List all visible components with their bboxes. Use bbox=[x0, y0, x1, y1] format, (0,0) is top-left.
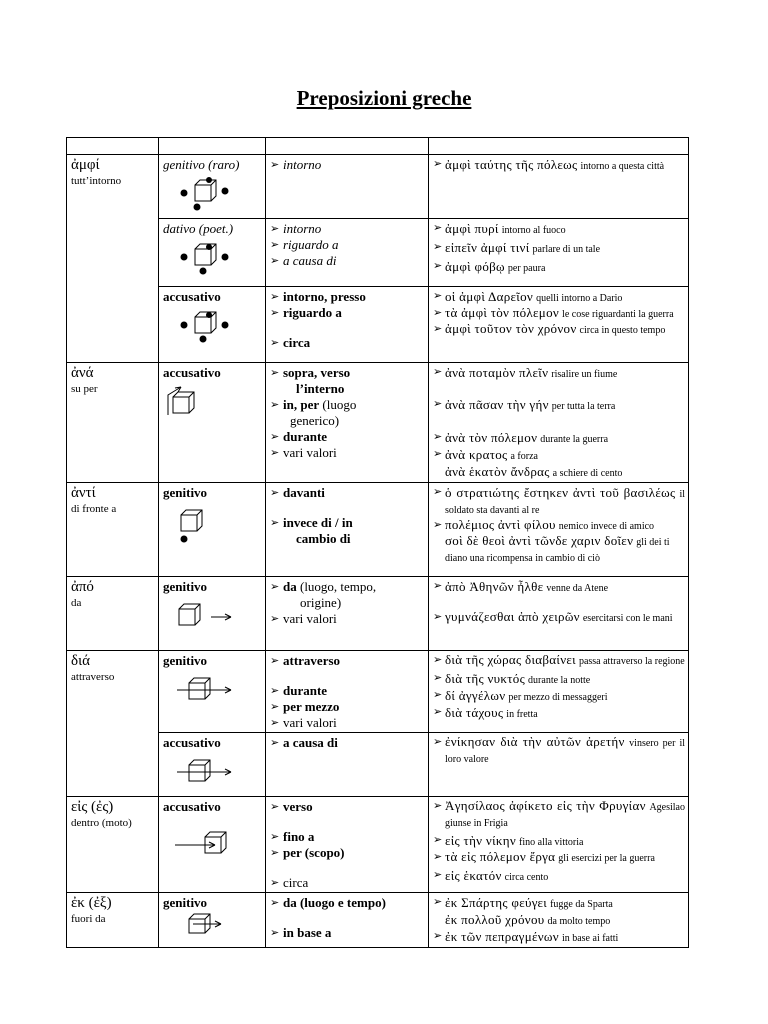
meaning: ➢ a causa di bbox=[270, 735, 425, 751]
meaning: ➢ intorno, presso bbox=[270, 289, 425, 305]
meaning: cambio di bbox=[296, 531, 351, 546]
example: ➢ τὰ εἰς πόλεμον ἔργα gli esercizi per la guerra bbox=[433, 850, 685, 866]
example: ➢ γυμνάζεσθαι ἀπὸ χειρῶν esercitarsi con le mani bbox=[433, 610, 685, 626]
meaning: ➢ vari valori bbox=[270, 611, 425, 627]
meaning: ➢ davanti bbox=[270, 485, 425, 501]
example: ➢ ἐνίκησαν διὰ τὴν αὐτῶν ἀρετήν vinsero per il loro valore bbox=[433, 735, 685, 767]
meaning: ➢ da (luogo e tempo) bbox=[270, 895, 425, 911]
example: ➢ ἐκ Σπάρτης φεύγει fugge da Sparta bbox=[433, 895, 685, 912]
example: ➢ πολέμιος ἀντὶ φίλου nemico invece di amico bbox=[433, 518, 685, 534]
arrow-out-of-cube-icon bbox=[175, 912, 255, 936]
meaning: ➢ intorno bbox=[270, 157, 425, 173]
meaning-cell bbox=[266, 893, 429, 948]
example-cell bbox=[429, 483, 689, 577]
case-cell bbox=[159, 797, 266, 893]
preposition: ἀμφί bbox=[71, 157, 100, 173]
meaning: ➢ fino a bbox=[270, 829, 425, 845]
preposition-cell bbox=[67, 483, 159, 577]
case-cell bbox=[159, 733, 266, 797]
header-cell bbox=[67, 138, 159, 155]
header-row bbox=[67, 138, 689, 155]
example: ➢ ἀνὰ τὸν πόλεμον durante la guerra bbox=[433, 430, 685, 447]
example-cell bbox=[429, 219, 689, 287]
case-cell bbox=[159, 219, 266, 287]
translation: dentro (moto) bbox=[71, 817, 132, 829]
meaning: ➢ in base a bbox=[270, 925, 425, 941]
preposition: ἀνά bbox=[71, 365, 94, 381]
meaning: ➢ a causa di bbox=[270, 253, 425, 269]
case-label: genitivo bbox=[163, 653, 208, 668]
table-row bbox=[67, 577, 689, 651]
prepositions-table bbox=[66, 137, 689, 948]
case-label: dativo (poet.) bbox=[163, 221, 234, 236]
table-row bbox=[67, 733, 689, 797]
translation: di fronte a bbox=[71, 503, 117, 515]
case-cell bbox=[159, 577, 266, 651]
example: ➢ οἱ ἀμφὶ Δαρεῖον quelli intorno a Dario bbox=[433, 289, 685, 306]
meaning: ➢ sopra, verso bbox=[270, 365, 425, 381]
example: ➢ διὰ τῆς νυκτός durante la notte bbox=[433, 671, 685, 688]
meaning: ➢ riguardo a bbox=[270, 305, 425, 321]
meaning-cell bbox=[266, 651, 429, 733]
example-cell bbox=[429, 893, 689, 948]
example: ➢ εἰπεῖν ἀμφί τινί parlare di un tale bbox=[433, 240, 685, 257]
meaning: ➢ circa bbox=[270, 875, 425, 891]
table-row bbox=[67, 651, 689, 733]
example: ➢ εἰς ἑκατόν circa cento bbox=[433, 868, 685, 885]
header-cell bbox=[266, 138, 429, 155]
case-label: accusativo bbox=[163, 799, 221, 814]
example-cell bbox=[429, 651, 689, 733]
preposition-cell bbox=[67, 797, 159, 893]
table-row bbox=[67, 363, 689, 483]
example: ➢ ἀμφὶ ταύτης τῆς πόλεως intorno a questa città bbox=[433, 157, 685, 174]
case-label: accusativo bbox=[163, 735, 221, 750]
cube-arrow-up-icon bbox=[163, 385, 223, 419]
case-cell bbox=[159, 651, 266, 733]
meaning: ➢ intorno bbox=[270, 221, 425, 237]
example: ➢ Ἀγησίλαος ἀφίκετο εἰς τὴν Φρυγίαν Agesilao giunse in Frigia bbox=[433, 799, 685, 831]
meaning: ➢ durante bbox=[270, 683, 425, 699]
table-row bbox=[67, 155, 689, 219]
case-label: genitivo (raro) bbox=[163, 157, 240, 172]
translation: da bbox=[71, 597, 82, 609]
translation: su per bbox=[71, 383, 98, 395]
translation: fuori da bbox=[71, 913, 106, 925]
preposition-cell bbox=[67, 651, 159, 797]
example: ➢ ἀμφὶ φόβῳ per paura bbox=[433, 259, 685, 276]
example: ➢ ὁ στρατιώτης ἔστηκεν ἀντὶ τοῦ βασιλέως il soldato sta davanti al re bbox=[433, 485, 685, 518]
meaning-cell bbox=[266, 363, 429, 483]
preposition: ἀπό bbox=[71, 579, 94, 595]
table-row bbox=[67, 483, 689, 577]
meaning: ➢ attraverso bbox=[270, 653, 425, 669]
preposition-cell bbox=[67, 893, 159, 948]
example: ➢ ἀνὰ κρατος a forza bbox=[433, 447, 685, 464]
header-cell bbox=[429, 138, 689, 155]
example: ἀνὰ ἑκατὸν ἄνδρας a schiere di cento bbox=[445, 464, 623, 479]
case-label: accusativo bbox=[163, 289, 221, 304]
arrow-through-cube-icon bbox=[175, 755, 255, 785]
case-label: accusativo bbox=[163, 365, 221, 380]
cube-arrow-away-icon bbox=[175, 599, 255, 629]
meaning-cell bbox=[266, 287, 429, 363]
meaning: ➢ da (luogo, tempo, bbox=[270, 579, 425, 595]
meaning: generico) bbox=[290, 413, 340, 428]
meaning-cell bbox=[266, 733, 429, 797]
example: ➢ διὰ τῆς χώρας διαβαίνει passa attraverso la regione bbox=[433, 653, 685, 669]
example-cell bbox=[429, 287, 689, 363]
meaning-cell bbox=[266, 577, 429, 651]
preposition-cell bbox=[67, 363, 159, 483]
meaning: ➢ per (scopo) bbox=[270, 845, 425, 861]
case-cell bbox=[159, 893, 266, 948]
arrow-into-cube-icon bbox=[175, 825, 255, 865]
table-row bbox=[67, 893, 689, 948]
example: ➢ εἰς τὴν νίκην fino alla vittoria bbox=[433, 833, 685, 850]
example: ἐκ πολλοῦ χρόνου da molto tempo bbox=[445, 912, 611, 927]
case-cell bbox=[159, 155, 266, 219]
arrow-through-cube-icon bbox=[175, 673, 255, 703]
case-cell bbox=[159, 483, 266, 577]
example: ➢ δί ἀγγέλων per mezzo di messaggeri bbox=[433, 688, 685, 705]
example: ➢ ἀμφὶ πυρί intorno al fuoco bbox=[433, 221, 685, 238]
meaning: ➢ vari valori bbox=[270, 445, 425, 461]
case-label: genitivo bbox=[163, 895, 208, 910]
meaning: ➢ vari valori bbox=[270, 715, 425, 731]
preposition: διά bbox=[71, 653, 90, 669]
preposition-cell bbox=[67, 577, 159, 651]
cube-surrounded-icon bbox=[175, 241, 245, 277]
cube-surrounded-icon bbox=[175, 309, 245, 345]
table-row bbox=[67, 219, 689, 287]
translation: tutt’intorno bbox=[71, 175, 122, 187]
meaning: l’interno bbox=[296, 381, 345, 396]
table-row bbox=[67, 287, 689, 363]
case-label: genitivo bbox=[163, 579, 208, 594]
example: ➢ τὰ ἀμφὶ τὸν πόλεμον le cose riguardanti la guerra bbox=[433, 306, 685, 322]
example: ➢ διὰ τάχους in fretta bbox=[433, 705, 685, 722]
cube-front-icon bbox=[175, 505, 225, 545]
preposition: ἀντί bbox=[71, 485, 96, 501]
meaning-cell bbox=[266, 155, 429, 219]
meaning: ➢ per mezzo bbox=[270, 699, 425, 715]
example-cell bbox=[429, 577, 689, 651]
meaning: ➢ in, per (luogo bbox=[270, 397, 425, 413]
cube-surrounded-icon bbox=[175, 177, 245, 213]
example: ➢ ἀπὸ Ἀθηνῶν ἦλθε venne da Atene bbox=[433, 579, 685, 596]
example: ➢ ἀνὰ πᾶσαν τὴν γήν per tutta la terra bbox=[433, 397, 685, 414]
example: ➢ ἀνὰ ποταμὸν πλεῖν risalire un fiume bbox=[433, 365, 685, 382]
preposition: ἐκ (ἐξ) bbox=[71, 895, 112, 911]
meaning: ➢ circa bbox=[270, 335, 425, 351]
translation: attraverso bbox=[71, 671, 115, 683]
example: ➢ ἐκ τῶν πεπραγμένων in base ai fatti bbox=[433, 929, 685, 946]
meaning: ➢ riguardo a bbox=[270, 237, 425, 253]
table-row bbox=[67, 797, 689, 893]
meaning: ➢ durante bbox=[270, 429, 425, 445]
meaning-cell bbox=[266, 797, 429, 893]
example-cell bbox=[429, 155, 689, 219]
case-cell bbox=[159, 287, 266, 363]
meaning-cell bbox=[266, 219, 429, 287]
case-cell bbox=[159, 363, 266, 483]
meaning: origine) bbox=[300, 595, 342, 610]
example-cell bbox=[429, 797, 689, 893]
example: σοὶ δὲ θεοὶ ἀντὶ τῶνδε χαριν δοῖεν gli dei ti diano una ricompensa in cambio di ciò bbox=[445, 533, 670, 564]
meaning-cell bbox=[266, 483, 429, 577]
case-label: genitivo bbox=[163, 485, 208, 500]
meaning: ➢ verso bbox=[270, 799, 425, 815]
header-cell bbox=[159, 138, 266, 155]
page-title: Preposizioni greche bbox=[296, 86, 472, 110]
example-cell bbox=[429, 733, 689, 797]
example-cell bbox=[429, 363, 689, 483]
preposition-cell bbox=[67, 155, 159, 363]
example: ➢ ἀμφὶ τοῦτον τὸν χρόνον circa in questo tempo bbox=[433, 322, 685, 338]
meaning: ➢ invece di / in bbox=[270, 515, 425, 531]
preposition: εἰς (ἐς) bbox=[71, 799, 114, 815]
